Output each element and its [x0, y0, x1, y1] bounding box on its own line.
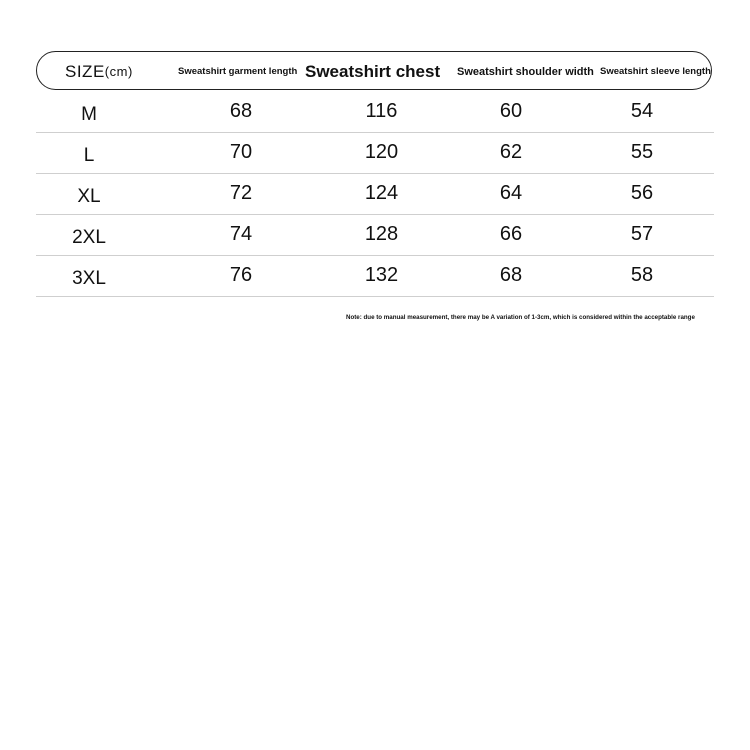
sleeve-cell: 55 — [630, 141, 654, 163]
garment-length-header: Sweatshirt garment length — [178, 66, 298, 77]
size-cell: XL — [77, 185, 101, 207]
table-row — [36, 255, 714, 297]
length-cell: 70 — [229, 141, 253, 163]
measurement-note: Note: due to manual measurement, there may be A variation of 1-3cm, which is considered within the acceptable range — [346, 314, 695, 321]
sleeve-length-header: Sweatshirt sleeve length — [600, 66, 711, 77]
size-cell: 2XL — [72, 226, 106, 248]
size-cell: M — [81, 103, 97, 125]
size-cell: L — [83, 144, 95, 166]
sleeve-cell: 58 — [630, 264, 654, 286]
sleeve-cell: 54 — [630, 100, 654, 122]
length-cell: 72 — [229, 182, 253, 204]
chest-cell: 116 — [365, 100, 398, 122]
table-row — [36, 132, 714, 174]
table-row — [36, 173, 714, 215]
chest-cell: 124 — [364, 182, 399, 204]
length-cell: 68 — [229, 100, 253, 122]
shoulder-cell: 68 — [499, 264, 523, 286]
chest-cell: 120 — [364, 141, 399, 163]
chest-cell: 132 — [364, 264, 399, 286]
unit-label: (cm) — [104, 64, 133, 79]
shoulder-width-header: Sweatshirt shoulder width — [457, 65, 594, 78]
shoulder-cell: 64 — [499, 182, 523, 204]
sleeve-cell: 56 — [630, 182, 654, 204]
table-header — [36, 51, 712, 90]
shoulder-cell: 62 — [499, 141, 523, 163]
chest-cell: 128 — [364, 223, 399, 245]
length-cell: 74 — [229, 223, 253, 245]
shoulder-cell: 60 — [499, 100, 523, 122]
table-row — [36, 214, 714, 256]
table-row — [36, 91, 714, 133]
chest-header: Sweatshirt chest — [305, 61, 441, 81]
size-header-label: SIZE — [65, 61, 105, 81]
size-cell: 3XL — [72, 267, 106, 289]
shoulder-cell: 66 — [499, 223, 523, 245]
sleeve-cell: 57 — [630, 223, 654, 245]
size-header — [65, 52, 133, 91]
length-cell: 76 — [229, 264, 253, 286]
